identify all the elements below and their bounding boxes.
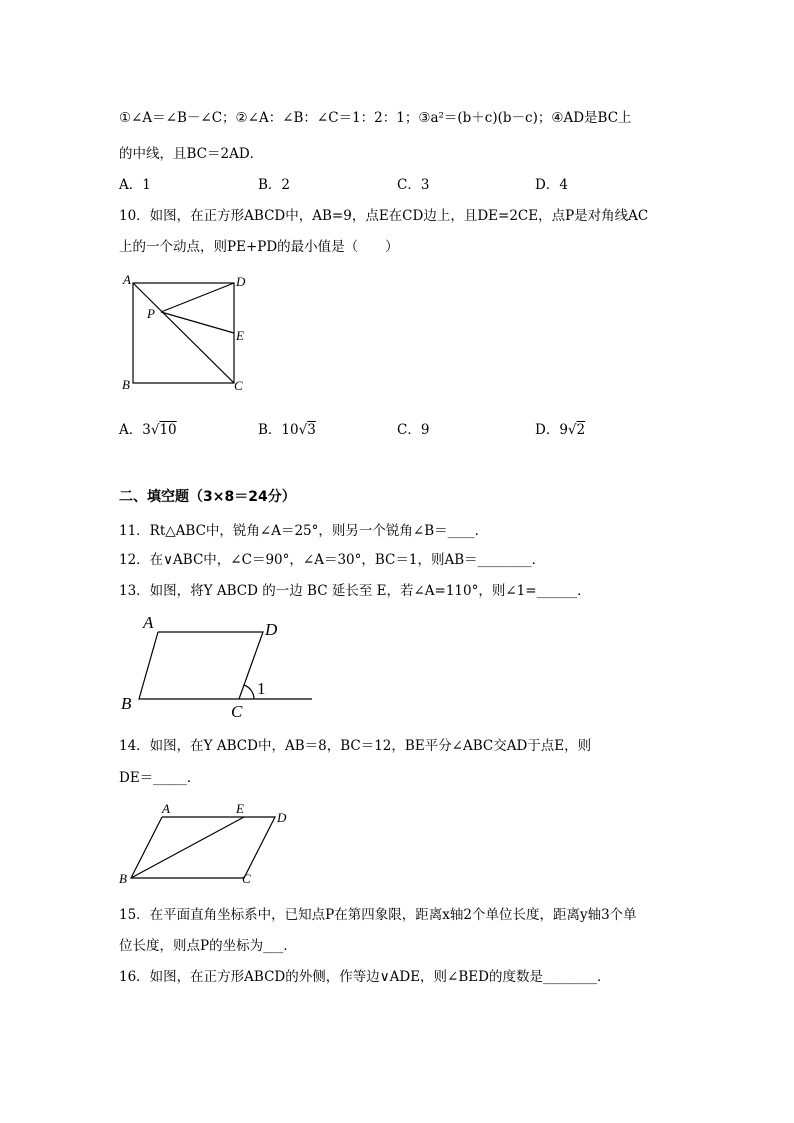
q13-label-d: D [265,620,278,639]
q12-text: 12．在∨ABC中，∠C＝90°，∠A＝30°，BC＝1，则AB＝________． [119,552,546,568]
q10-label-p: P [147,306,155,321]
section-fill-in-title: 二、填空题（3×8＝24分） [119,489,296,505]
q15-line2: 位长度，则点P的坐标为___． [119,938,297,954]
q10-option-a-rad: 10 [159,422,177,438]
q10-label-e: E [236,328,244,343]
q10-segment-pd [161,283,234,312]
q10-option-a-letter: A． [119,422,143,438]
q10-option-c [397,421,429,439]
q10-option-b-letter: B． [258,422,282,438]
q10-square-figure [115,270,255,400]
q10-label-b: B [122,377,130,392]
q13-text: 13．如图，将Y ABCD 的一边 BC 延长至 E，若∠A=110°，则∠1=______． [119,583,591,599]
q10-option-d-rad: 2 [576,422,586,438]
q13-angle-arc [244,685,254,699]
q9-option-a: A．1 [119,177,151,193]
q10-option-d-coef: 9 [559,422,568,438]
q14-label-c: C [242,871,251,886]
q10-option-d-letter: D． [535,422,560,438]
q14-label-a: A [162,801,170,816]
q10-option-c-coef: 9 [420,422,430,438]
q9-option-c: C．3 [397,177,430,193]
q10-line2: 上的一个动点，则PE+PD的最小值是（ ） [119,239,399,255]
q13-label-angle-1: 1 [257,679,266,698]
q13-parallelogram-figure [115,612,325,722]
q14-parallelogram-figure [115,798,305,893]
q9-option-d: D．4 [535,177,568,193]
q14-label-b: B [119,871,127,886]
q10-option-c-letter: C． [397,422,421,438]
q15-line1: 15．在平面直角坐标系中，已知点P在第四象限，距离x轴2个单位长度，距离y轴3个单 [119,907,637,923]
q10-segment-pe [161,312,234,333]
q9-option-b: B．2 [258,177,291,193]
q10-line1: 10．如图，在正方形ABCD中，AB=9，点E在CD边上，且DE=2CE，点P是对角线AC [119,208,649,224]
q14-bisector-be [131,817,244,878]
q10-option-b-rad: 3 [307,422,316,438]
q10-option-a-coef: 3 [142,422,151,438]
q14-line2: DE＝_____． [119,770,201,786]
q9-conditions-line2: 的中线，且BC＝2AD． [119,146,264,162]
q14-label-e: E [236,801,244,816]
q14-parallelogram [131,817,275,878]
q10-label-d: D [236,274,246,289]
q11-text: 11．Rt△ABC中，锐角∠A＝25°，则另一个锐角∠B＝____． [119,523,489,539]
q16-text: 16．如图，在正方形ABCD的外侧，作等边∨ADE，则∠BED的度数是________． [119,969,611,985]
q10-option-b: B．10√3 [258,422,316,438]
q14-label-d: D [277,810,287,825]
q10-option-a: A．3√10 [119,422,177,438]
q13-label-b: B [121,694,132,713]
q14-line1: 14．如图，在Y ABCD中，AB＝8，BC＝12，BE平分∠ABC交AD于点E，则 [119,738,592,754]
q13-label-c: C [231,702,243,721]
q10-label-c: C [234,378,243,393]
q13-label-a: A [143,613,154,632]
q10-option-d: D．9√2 [535,422,586,438]
q10-option-b-coef: 10 [281,422,299,438]
q9-conditions-line1: ①∠A＝∠B－∠C；②∠A：∠B：∠C＝1：2：1；③a²＝(b＋c)(b－c)；④AD是BC上 [119,110,632,126]
q10-diagonal-ac [133,283,234,383]
q13-parallelogram [139,632,263,699]
q10-label-a: A [123,272,131,287]
